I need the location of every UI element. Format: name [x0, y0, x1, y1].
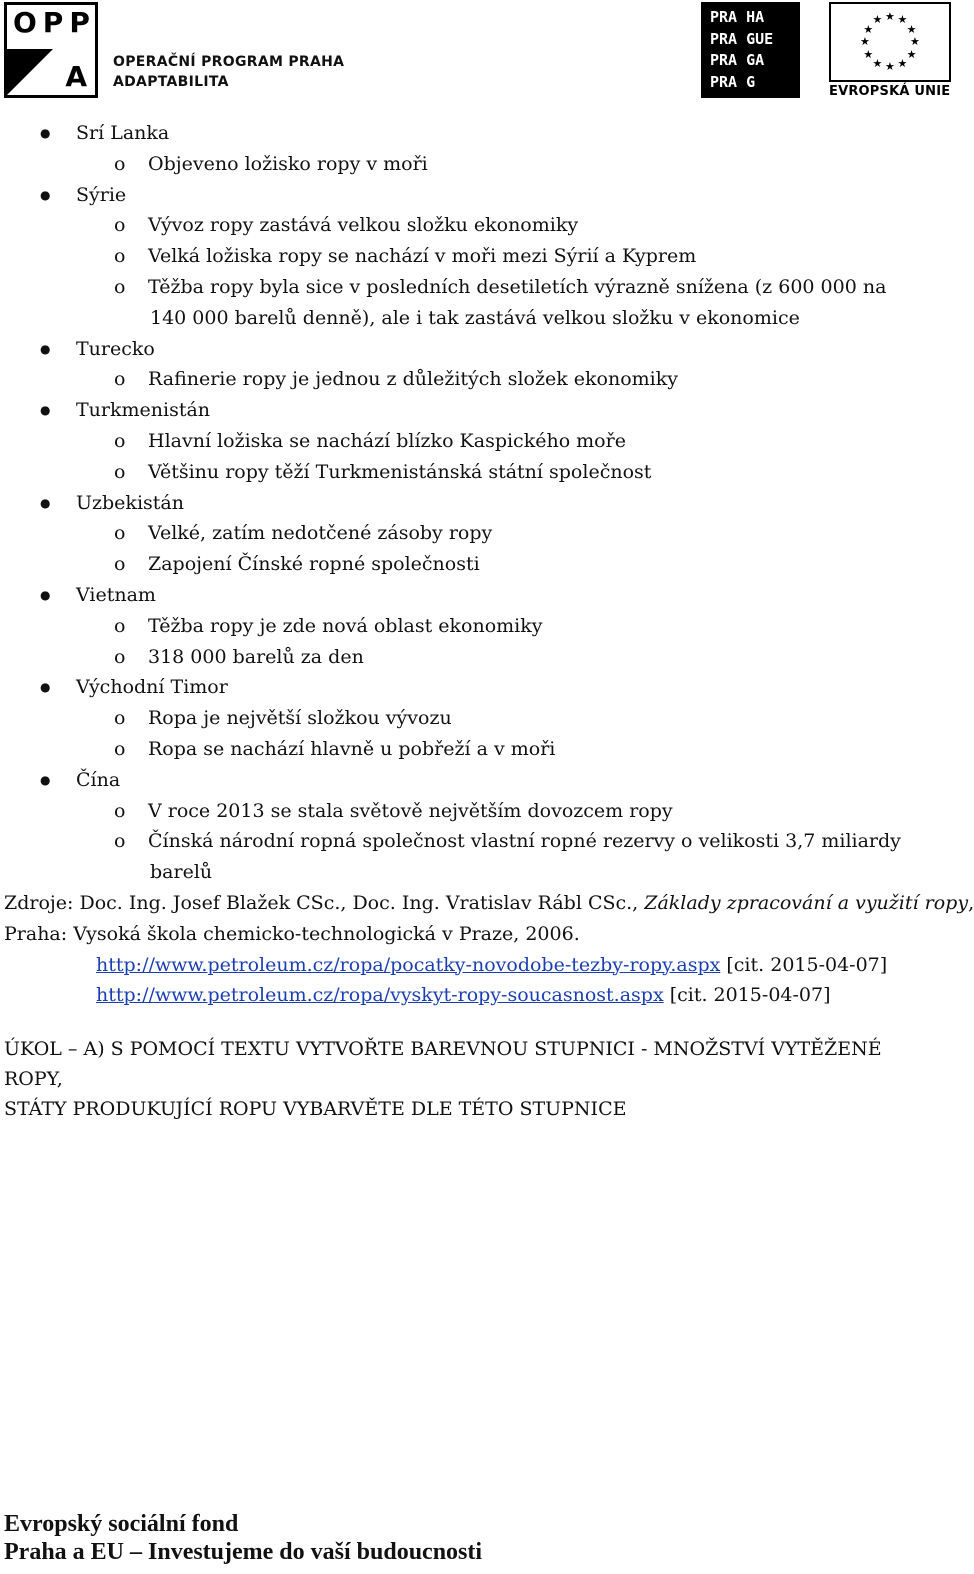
country-note — [0, 518, 960, 549]
source-cited-date: [cit. 2015-04-07] — [720, 953, 888, 976]
country-note-text: Vývoz ropy zastává velkou složku ekonomiky — [148, 214, 579, 237]
praha-logo-row: PRA G — [710, 72, 756, 91]
opp-logo-triangle — [7, 49, 53, 95]
country-note-text: Většinu ropy těží Turkmenistánská státní společnost — [148, 460, 652, 483]
country-item — [0, 180, 960, 211]
country-note-text: Objeveno ložisko ropy v moři — [148, 152, 428, 175]
country-note — [0, 149, 960, 180]
footer-line: Praha a EU – Investujeme do vaší budoucnosti — [4, 1539, 483, 1565]
sub-bullet-icon: o — [114, 460, 126, 483]
country-note — [0, 457, 960, 488]
country-note-text: Ropa je největší složkou vývozu — [148, 707, 452, 730]
bullet-icon: ● — [40, 495, 51, 510]
country-note — [0, 272, 960, 303]
country-note — [0, 826, 960, 857]
eu-logo — [829, 2, 952, 102]
country-note — [0, 210, 960, 241]
country-name: Turkmenistán — [76, 399, 211, 422]
praha-logo-row: PRA GUE — [710, 29, 774, 48]
country-name: Srí Lanka — [76, 122, 170, 144]
bullet-icon: ● — [40, 680, 51, 695]
praha-logo-row: PRA HA — [710, 8, 765, 26]
praha-logo-row: PRA GA — [710, 51, 765, 69]
sub-bullet-icon: o — [114, 245, 126, 268]
country-name: Turecko — [76, 337, 155, 360]
country-note-text: 318 000 barelů za den — [148, 645, 364, 668]
country-note-text: Velká ložiska ropy se nachází v moři mezi Sýrií a Kyprem — [148, 245, 697, 268]
country-item — [0, 765, 960, 796]
opp-logo-a: A — [65, 60, 87, 93]
footer-line: Evropský sociální fond — [4, 1511, 239, 1537]
sub-bullet-icon: o — [114, 214, 126, 237]
eu-star-icon: ★ — [872, 13, 883, 27]
page-header — [0, 0, 960, 110]
bullet-icon: ● — [40, 587, 51, 602]
sub-bullet-icon: o — [114, 799, 126, 822]
opp-logo-letters: OPP — [13, 6, 96, 39]
country-item — [0, 672, 960, 703]
country-item — [0, 118, 960, 149]
opp-program-line2: ADAPTABILITA — [113, 74, 229, 90]
eu-star-icon: ★ — [885, 60, 895, 73]
eu-star-icon: ★ — [910, 35, 920, 48]
country-note-text: 140 000 barelů denně), ale i tak zastává velkou složku v ekonomice — [150, 306, 800, 329]
country-note-text: Velké, zatím nedotčené zásoby ropy — [148, 522, 493, 545]
praha-logo — [701, 2, 800, 98]
sub-bullet-icon: o — [114, 737, 126, 760]
eu-star-icon: ★ — [906, 47, 917, 61]
country-name: Uzbekistán — [76, 491, 184, 514]
sources-line — [0, 919, 960, 950]
eu-label: EVROPSKÁ UNIE — [829, 84, 951, 99]
country-note — [0, 611, 960, 642]
country-item — [0, 580, 960, 611]
opp-program-name — [113, 52, 344, 92]
opp-logo — [4, 2, 98, 98]
opp-program-line1: OPERAČNÍ PROGRAM PRAHA — [113, 54, 345, 70]
country-name: Vietnam — [76, 583, 156, 606]
source-link-wrap — [96, 980, 831, 1011]
country-note-text: Rafinerie ropy je jednou z důležitých složek ekonomiky — [148, 368, 678, 391]
source-link[interactable]: http://www.petroleum.cz/ropa/pocatky-novodobe-tezby-ropy.aspx — [96, 953, 721, 976]
sources-suffix: , — [968, 891, 974, 914]
sub-bullet-icon: o — [114, 614, 126, 637]
country-note-text: Těžba ropy byla sice v posledních desetiletích výrazně snížena (z 600 000 na — [148, 275, 887, 298]
bullet-icon: ● — [40, 772, 51, 787]
source-link-line — [0, 950, 960, 981]
source-link-line — [0, 980, 960, 1011]
country-note — [0, 734, 960, 765]
sub-bullet-icon: o — [114, 368, 126, 391]
sources-publisher: Praha: Vysoká škola chemicko-technologická v Praze, 2006. — [4, 922, 580, 945]
country-name: Čína — [76, 768, 121, 791]
sources-prefix: Zdroje: Doc. Ing. Josef Blažek CSc., Doc. Ing. Vratislav Rábl CSc., — [4, 891, 645, 914]
source-link-wrap — [96, 950, 887, 981]
country-note-text: Zapojení Čínské ropné společnosti — [148, 553, 480, 576]
country-note — [0, 549, 960, 580]
task-line: ÚKOL – A) S POMOCÍ TEXTU VYTVOŘTE BAREVNOU STUPNICI - MNOŽSTVÍ VYTĚŽENÉ ROPY, — [4, 1038, 882, 1090]
country-name: Východní Timor — [76, 676, 228, 699]
country-note — [0, 364, 960, 395]
sub-bullet-icon: o — [114, 553, 126, 576]
eu-star-icon: ★ — [863, 22, 874, 36]
country-note — [0, 426, 960, 457]
sources-line — [0, 888, 974, 919]
country-item — [0, 395, 960, 426]
country-note-text: Hlavní ložiska se nachází blízko Kaspického moře — [148, 429, 626, 452]
eu-star-icon: ★ — [860, 35, 870, 48]
country-note — [0, 703, 960, 734]
country-note — [0, 303, 960, 334]
country-note — [0, 857, 960, 888]
sources-citation — [4, 888, 974, 919]
country-item — [0, 334, 960, 365]
country-note — [0, 642, 960, 673]
task-line: STÁTY PRODUKUJÍCÍ ROPU VYBARVĚTE DLE TÉTO STUPNICE — [4, 1098, 627, 1120]
sub-bullet-icon: o — [114, 429, 126, 452]
eu-star-icon: ★ — [885, 10, 895, 23]
source-cited-date: [cit. 2015-04-07] — [663, 984, 831, 1007]
bullet-icon: ● — [40, 187, 51, 202]
country-item — [0, 488, 960, 519]
country-note — [0, 796, 960, 827]
sub-bullet-icon: o — [114, 275, 126, 298]
sub-bullet-icon: o — [114, 152, 126, 175]
sources-book-title: Základy zpracování a využití ropy — [644, 891, 969, 914]
country-note-text: V roce 2013 se stala světově největším dovozcem ropy — [148, 799, 673, 822]
sub-bullet-icon: o — [114, 645, 126, 668]
eu-star-icon: ★ — [872, 56, 883, 70]
eu-flag-icon — [829, 2, 951, 82]
sub-bullet-icon: o — [114, 707, 126, 730]
bullet-icon: ● — [40, 403, 51, 418]
sub-bullet-icon: o — [114, 830, 126, 853]
page-footer — [4, 1510, 482, 1566]
country-name: Sýrie — [76, 183, 127, 206]
country-note — [0, 241, 960, 272]
task-assignment — [4, 1034, 944, 1124]
bullet-icon: ● — [40, 341, 51, 356]
country-note-text: Ropa se nachází hlavně u pobřeží a v moři — [148, 737, 556, 760]
bullet-icon: ● — [40, 126, 51, 140]
eu-star-icon: ★ — [897, 56, 908, 70]
sub-bullet-icon: o — [114, 522, 126, 545]
eu-star-icon: ★ — [897, 13, 908, 27]
document-body — [0, 118, 974, 1011]
source-link[interactable]: http://www.petroleum.cz/ropa/vyskyt-ropy-soucasnost.aspx — [96, 984, 664, 1007]
country-note-text: barelů — [150, 861, 213, 884]
eu-star-icon: ★ — [906, 22, 917, 36]
country-note-text: Čínská národní ropná společnost vlastní ropné rezervy o velikosti 3,7 miliardy — [148, 830, 901, 853]
country-note-text: Těžba ropy je zde nová oblast ekonomiky — [148, 614, 543, 637]
eu-star-icon: ★ — [863, 47, 874, 61]
